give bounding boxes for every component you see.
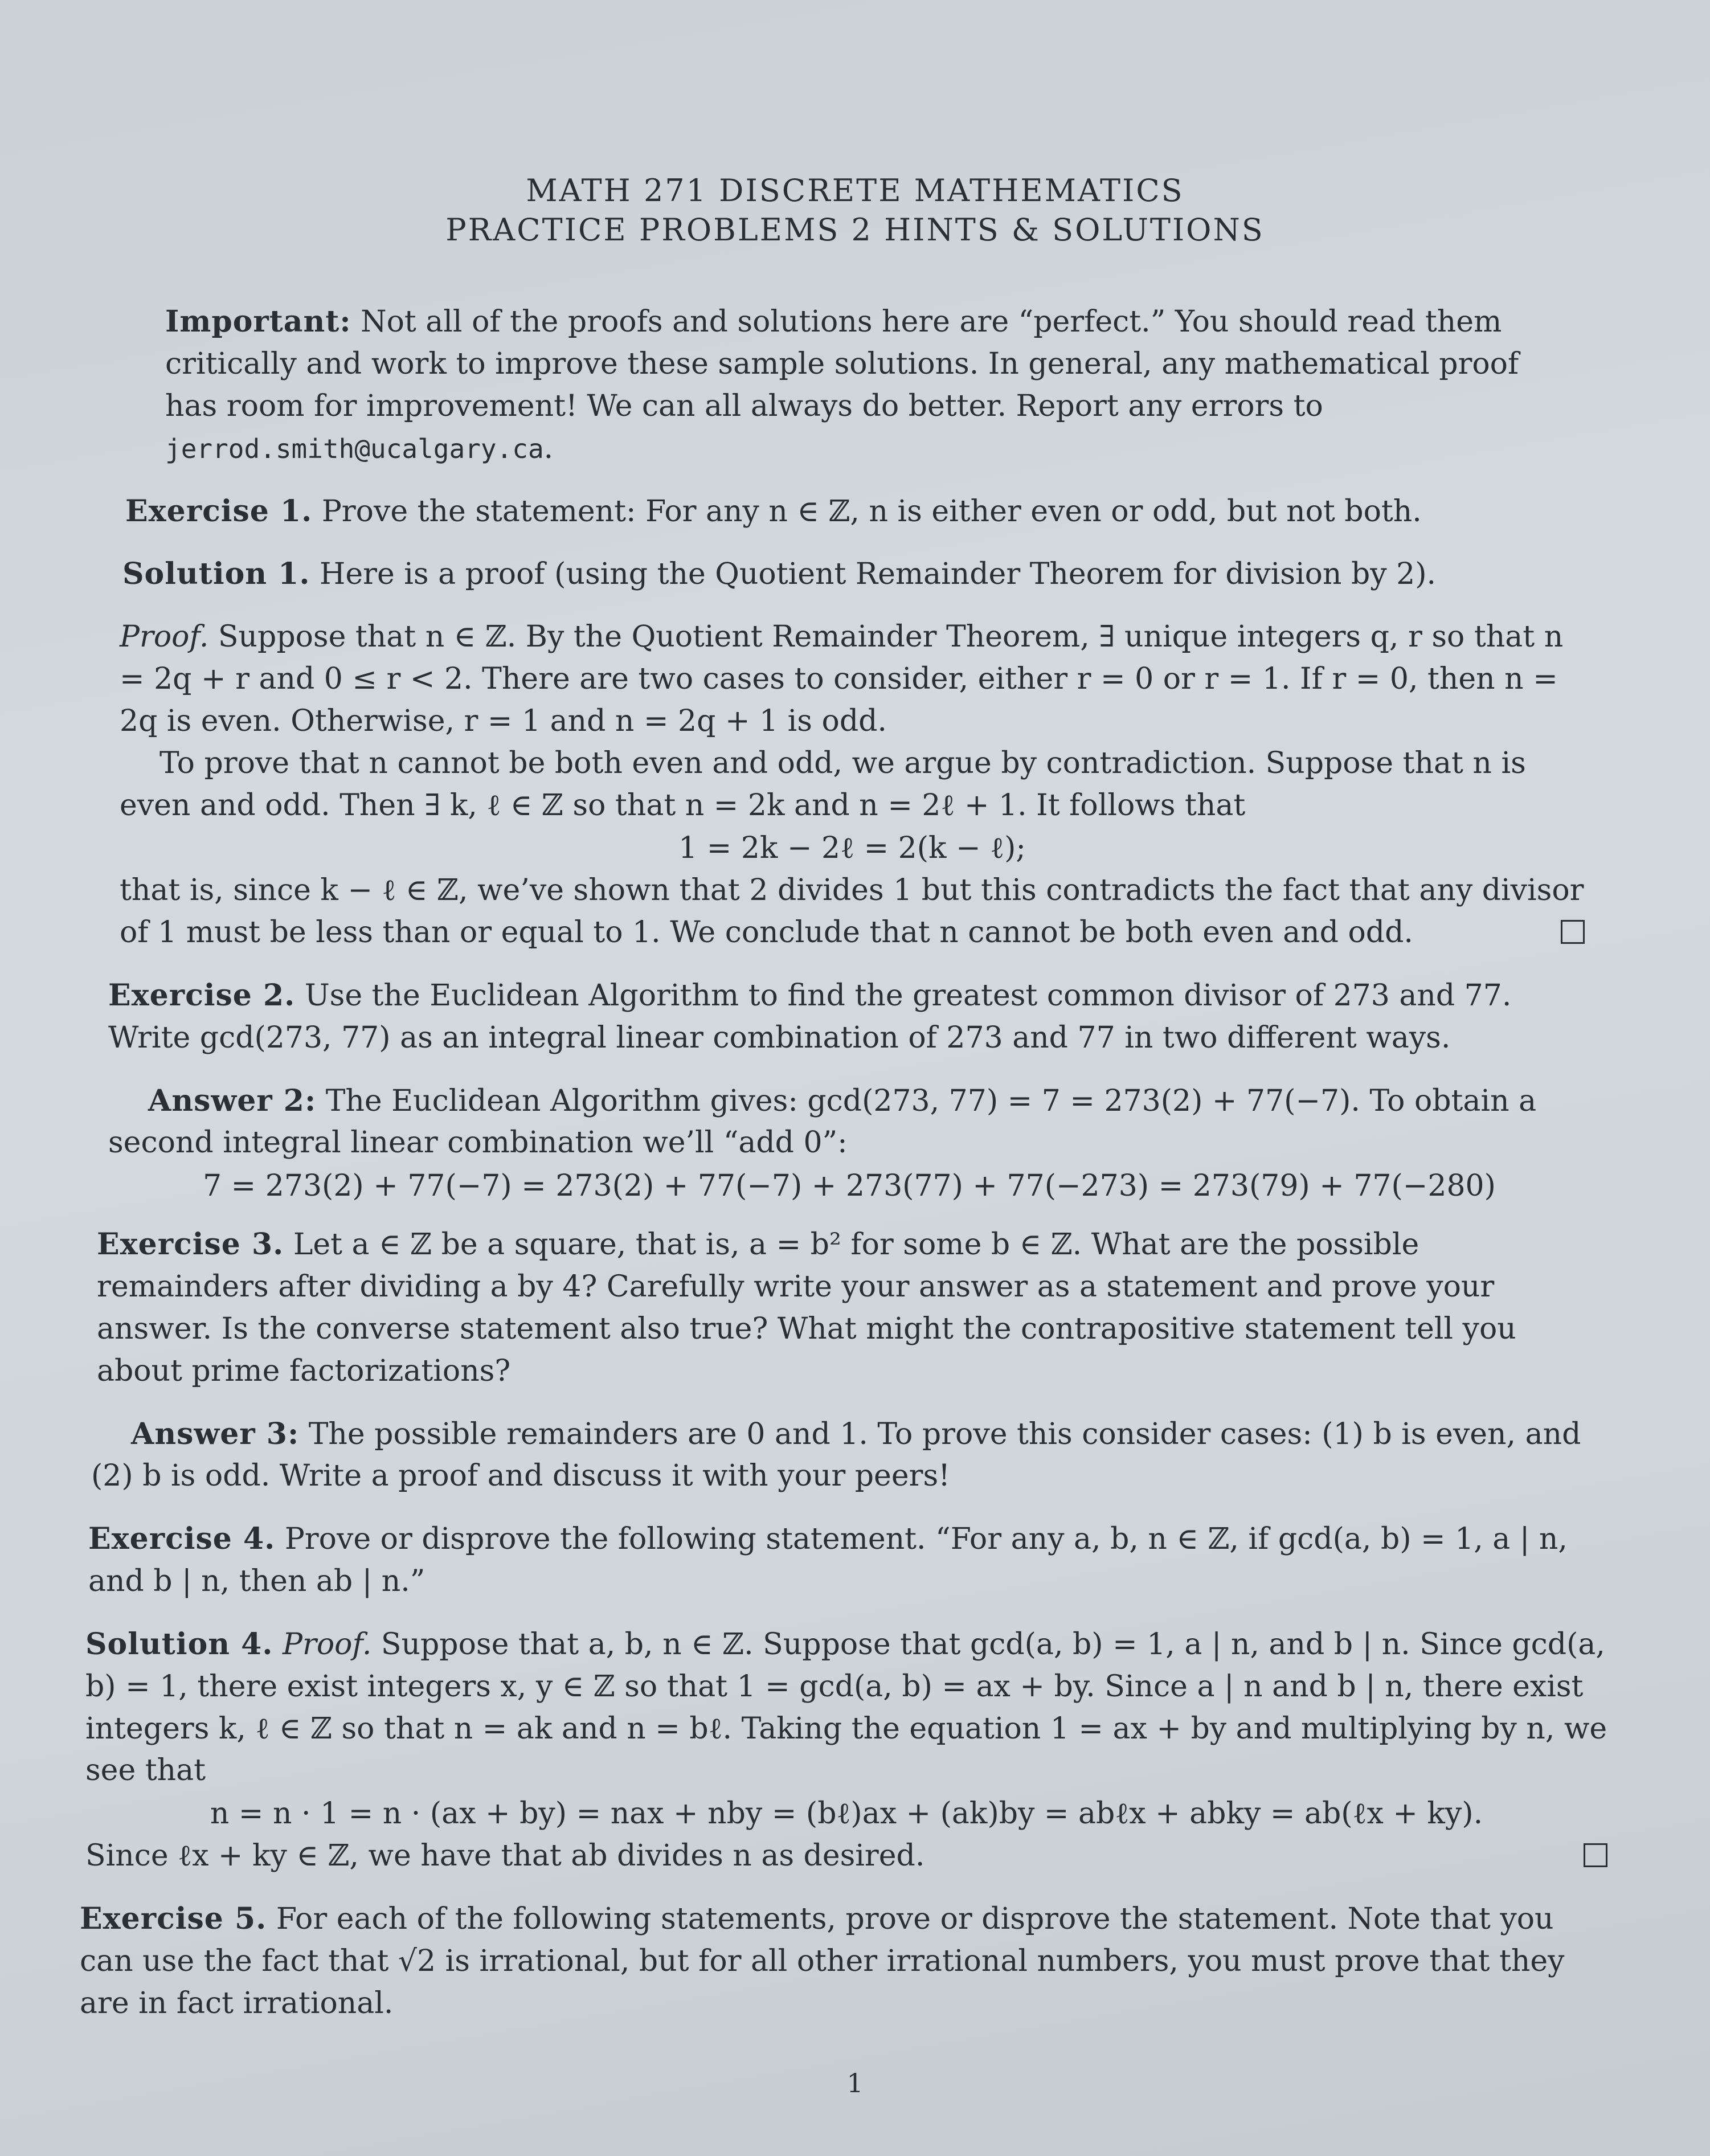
- solution-4-text: Suppose that a, b, n ∈ ℤ. Suppose that gcd(a, b) = 1, a | n, and b | n. Since gcd(a, b) = 1, there exist integers x, y ∈ ℤ so that 1 = gcd(a, b) = ax + by. Since a | n and b | n, there exist integers k, ℓ ∈ ℤ so that n = ak and n = bℓ. Taking the equation 1 = ax + by and multiplying by n, we see that: [85, 1627, 1607, 1788]
- answer-2-paragraph: [108, 1080, 1590, 1165]
- proof-1-paragraph-2: To prove that n cannot be both even and odd, we argue by contradiction. Suppose that n is even and odd. Then ∃ k, ℓ ∈ ℤ so that n = 2k and n = 2ℓ + 1. It follows that: [120, 746, 1526, 823]
- answer-3: [63, 1413, 1647, 1498]
- answer-2-equation: 7 = 273(2) + 77(−7) = 273(2) + 77(−7) + 273(77) + 77(−273) = 273(79) + 77(−280): [203, 1169, 1496, 1204]
- exercise-2: [63, 975, 1647, 1059]
- title-line-2: PRACTICE PROBLEMS 2 HINTS & SOLUTIONS: [445, 212, 1265, 248]
- solution-4-paragraph: [85, 1623, 1607, 1792]
- important-end: .: [543, 431, 554, 465]
- exercise-1-text: Prove the statement: For any n ∈ ℤ, n is either even or odd, but not both.: [321, 494, 1422, 529]
- email-address: jerrod.smith@ucalgary.ca: [165, 433, 544, 464]
- exercise-4-label: Exercise 4.: [88, 1521, 276, 1557]
- exercise-3-text: Let a ∈ ℤ be a square, that is, a = b² for some b ∈ ℤ. What are the possible remainders after dividing a by 4? Carefully write your answer as a statement and prove your answer. Is the converse statement also true? What might the contrapositive statement tell you about prime factorizations?: [97, 1228, 1516, 1388]
- exercise-5-label: Exercise 5.: [80, 1901, 267, 1937]
- solution-1: [63, 553, 1647, 596]
- answer-3-text: The possible remainders are 0 and 1. To prove this consider cases: (1) b is even, and (2) b is odd. Write a proof and discuss it with your peers!: [91, 1417, 1581, 1494]
- proof-1-label: Proof.: [120, 620, 209, 654]
- important-text: Not all of the proofs and solutions here are “perfect.” You should read them critically and work to improve these sample solutions. In general, any mathematical proof has room for improvement! We can all always do better. Report any errors to: [165, 305, 1519, 423]
- important-note: [63, 301, 1647, 469]
- solution-4-end-text: Since ℓx + ky ∈ ℤ, we have that ab divides n as desired.: [85, 1839, 925, 1873]
- exercise-5: [63, 1898, 1647, 2024]
- solution-4-label: Solution 4.: [85, 1626, 273, 1662]
- answer-3-label: Answer 3:: [131, 1416, 300, 1451]
- qed-box-icon: [1584, 1843, 1607, 1867]
- exercise-5-text: For each of the following statements, prove or disprove the statement. Note that you can use the fact that √2 is irrational, but for all other irrational numbers, you must prove that they are in fact irrational.: [80, 1902, 1565, 2020]
- solution-4-equation: n = n · 1 = n · (ax + by) = nax + nby = (bℓ)ax + (ak)by = abℓx + abky = ab(ℓx + ky).: [210, 1797, 1483, 1831]
- exercise-2-label: Exercise 2.: [108, 977, 296, 1013]
- title-line-1: MATH 271 DISCRETE MATHEMATICS: [526, 173, 1184, 208]
- answer-2-text: The Euclidean Algorithm gives: gcd(273, 77) = 7 = 273(2) + 77(−7). To obtain a second integral linear combination we’ll “add 0”:: [108, 1083, 1537, 1160]
- exercise-2-text: Use the Euclidean Algorithm to find the greatest common divisor of 273 and 77. Write gcd(273, 77) as an integral linear combination of 273 and 77 in two different ways.: [108, 978, 1512, 1055]
- solution-4: [63, 1623, 1647, 1877]
- proof-1-paragraph-1: [120, 616, 1585, 742]
- important-label: Important:: [165, 304, 351, 339]
- page-number: 1: [846, 2068, 864, 2098]
- proof-1-p1-text: Suppose that n ∈ ℤ. By the Quotient Remainder Theorem, ∃ unique integers q, r so that n = 2q + r and 0 ≤ r < 2. There are two cases to consider, either r = 0 or r = 1. If r = 0, then n = 2q is even. Otherwise, r = 1 and n = 2q + 1 is odd.: [120, 620, 1564, 738]
- exercise-1-label: Exercise 1.: [125, 493, 313, 529]
- proof-1-p3-text: that is, since k − ℓ ∈ ℤ, we’ve shown that 2 divides 1 but this contradicts the fact that any divisor of 1 must be less than or equal to 1. We conclude that n cannot be both even and odd.: [120, 873, 1584, 950]
- exercise-4-text: Prove or disprove the following statement. “For any a, b, n ∈ ℤ, if gcd(a, b) = 1, a | n, and b | n, then ab | n.”: [88, 1522, 1568, 1599]
- qed-box-icon: [1561, 920, 1585, 944]
- solution-1-proof: [63, 616, 1647, 954]
- solution-1-label: Solution 1.: [122, 557, 310, 592]
- solution-4-conclusion: [85, 1835, 1607, 1877]
- answer-2: [63, 1080, 1647, 1204]
- answer-2-label: Answer 2:: [148, 1083, 317, 1118]
- exercise-3-label: Exercise 3.: [97, 1227, 284, 1262]
- proof-1-paragraph-3: [120, 870, 1585, 954]
- exercise-3: [63, 1224, 1647, 1392]
- exercise-4: [63, 1518, 1647, 1603]
- proof-4-label: Proof.: [282, 1627, 372, 1662]
- document-title: [63, 171, 1647, 249]
- proof-1-equation: 1 = 2k − 2ℓ = 2(k − ℓ);: [678, 831, 1026, 866]
- solution-1-text: Here is a proof (using the Quotient Remainder Theorem for division by 2).: [319, 557, 1437, 592]
- exercise-1: [63, 490, 1647, 533]
